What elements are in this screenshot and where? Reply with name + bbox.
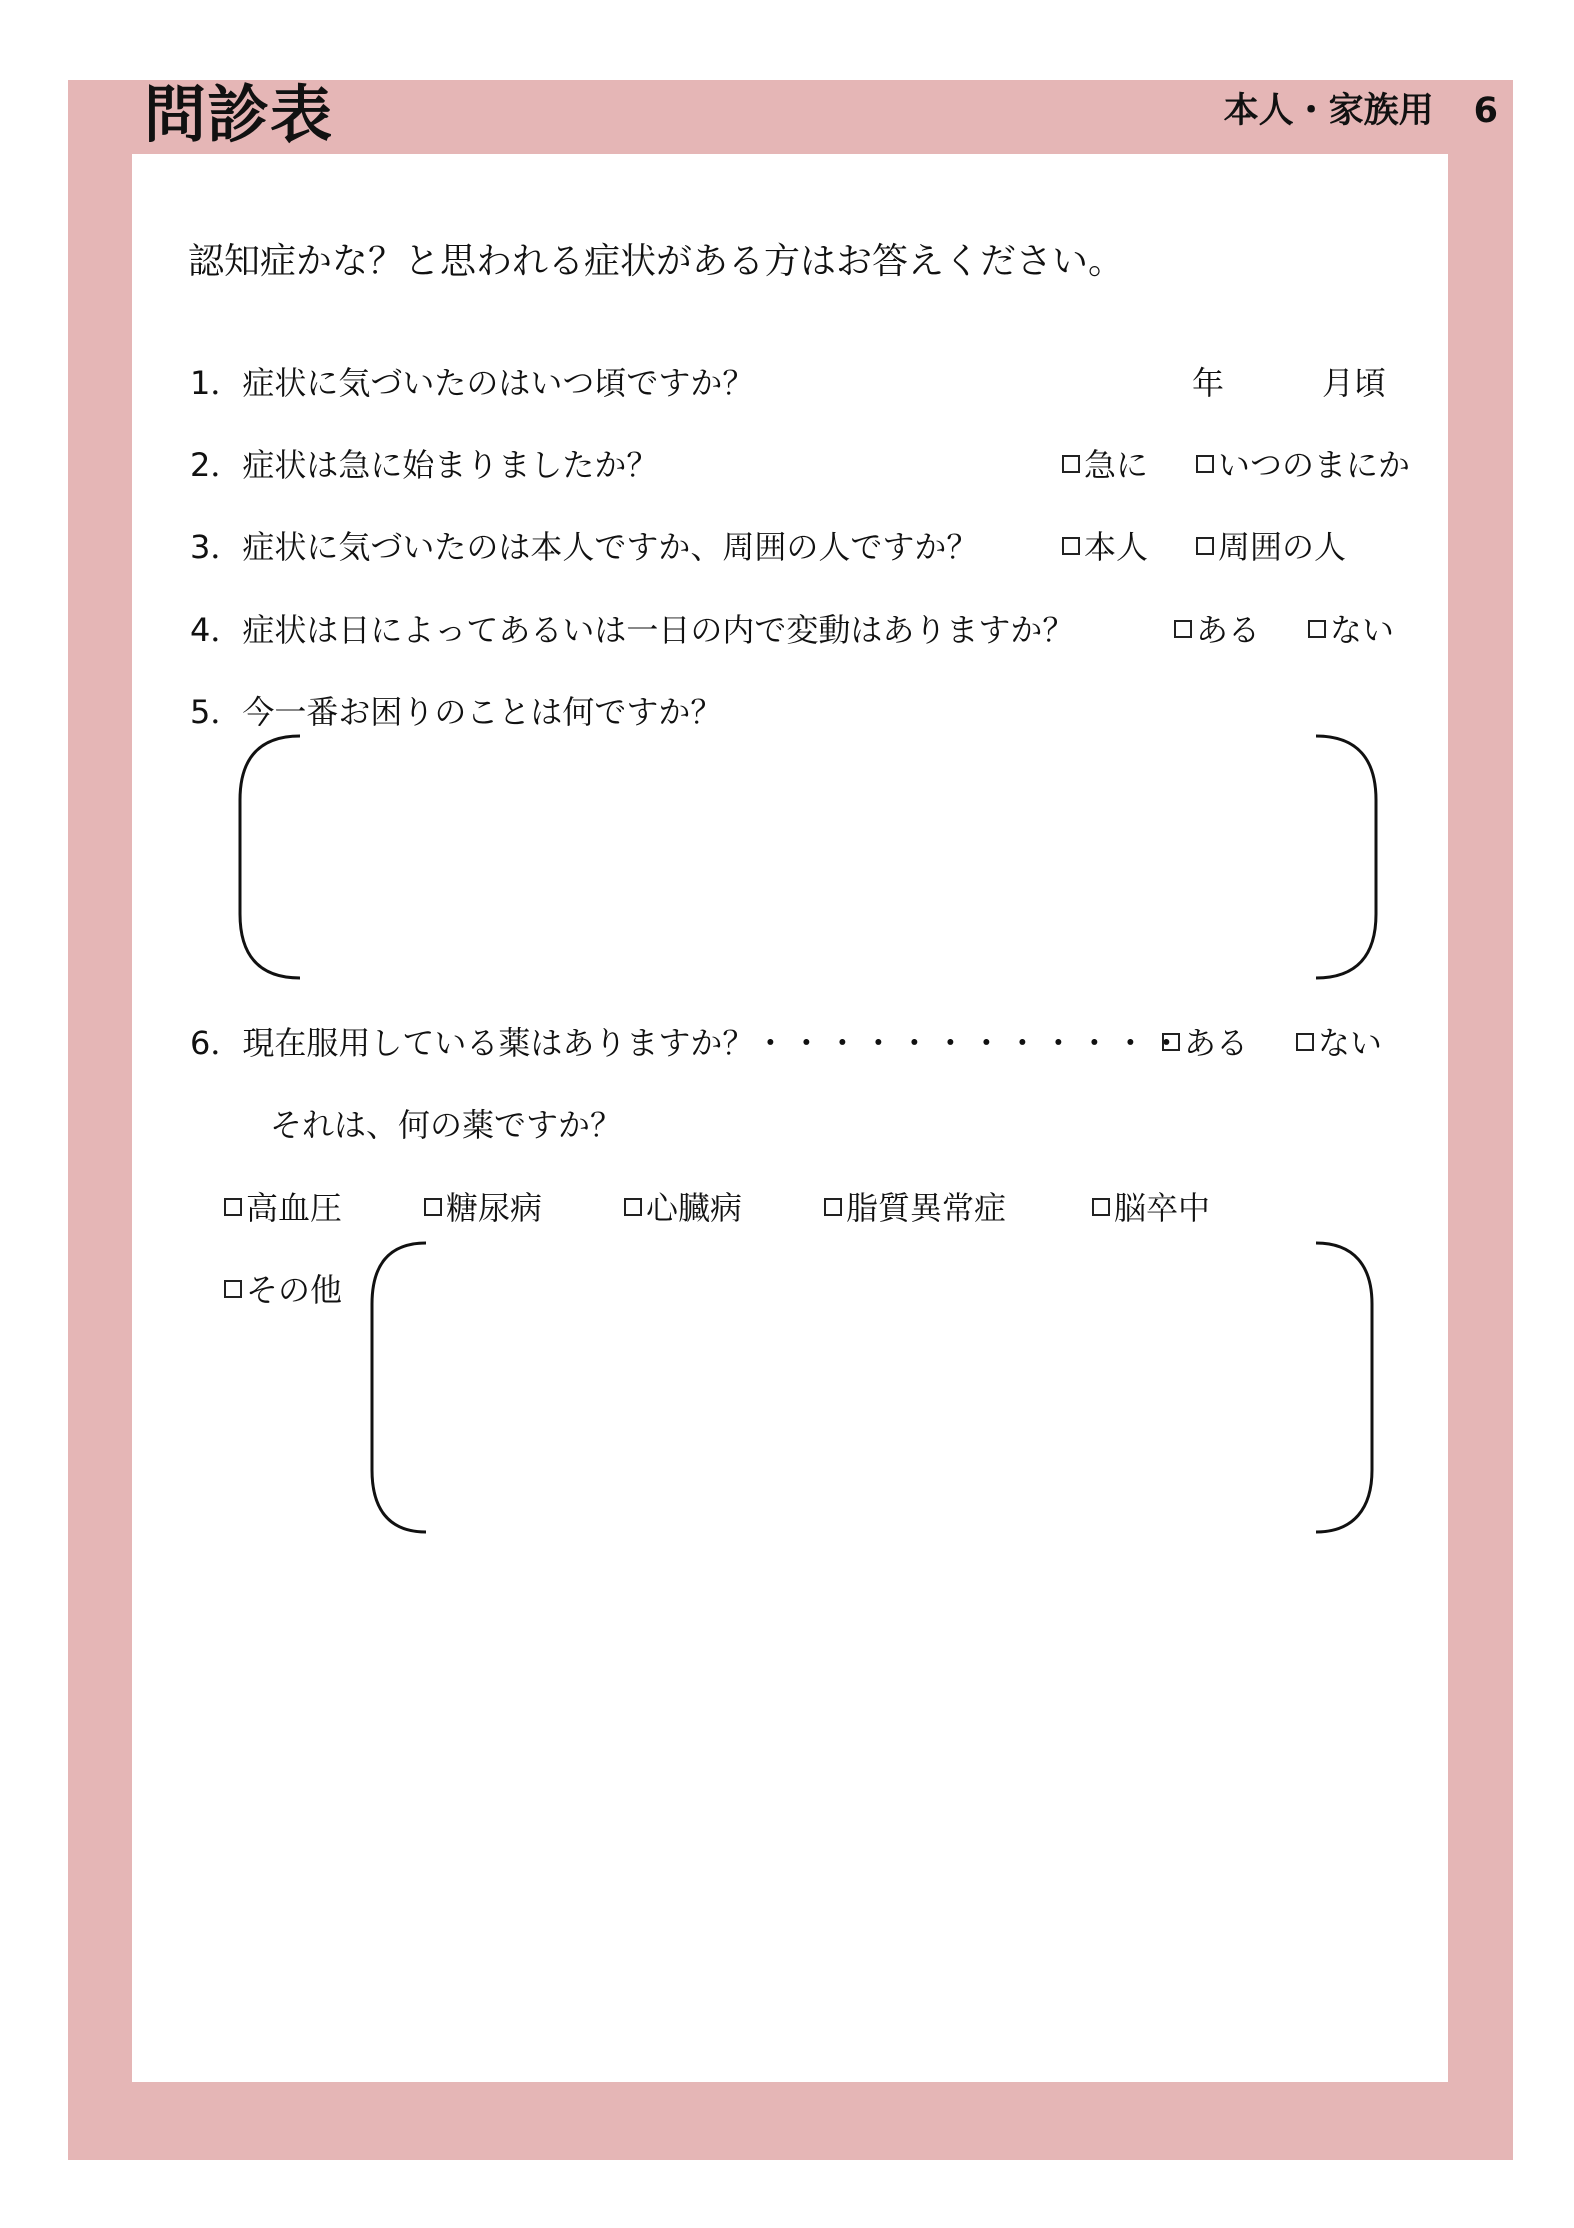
page-title: 問診表 (144, 78, 334, 151)
question-text: 症状は急に始まりましたか？ (242, 446, 659, 484)
medicine-heart-disease[interactable] (624, 1189, 743, 1227)
option-label: ない (1318, 1024, 1383, 1062)
checkbox[interactable] (224, 1280, 242, 1298)
checkbox[interactable] (824, 1198, 842, 1216)
medicine-dyslipidemia[interactable] (824, 1189, 1007, 1227)
question-number: 5． (190, 693, 243, 731)
page-number: 6 (1473, 91, 1498, 131)
q5-answer-area[interactable] (310, 745, 1305, 970)
intro-text: 認知症かな？と思われる症状がある方はお答えください。 (188, 241, 1125, 282)
option-label: いつのまにか (1218, 446, 1411, 484)
question-number: 2． (190, 446, 243, 484)
question-text: 現在服用している薬はありますか？ (242, 1024, 755, 1062)
option-medicine-no[interactable] (1296, 1024, 1383, 1062)
checkbox[interactable] (624, 1198, 642, 1216)
medicine-followup: それは、何の薬ですか？ (270, 1106, 623, 1144)
question-3 (190, 528, 979, 566)
question-number: 3． (190, 528, 243, 566)
option-sudden[interactable] (1062, 446, 1149, 484)
checkbox[interactable] (1296, 1033, 1314, 1051)
checkbox[interactable] (1174, 620, 1192, 638)
question-text: 症状に気づいたのはいつ頃ですか？ (242, 364, 755, 402)
option-fluctuation-yes[interactable] (1174, 611, 1261, 649)
leader-dots: ・・・・・・・・・・・・ (754, 1024, 1187, 1062)
checkbox[interactable] (224, 1198, 242, 1216)
question-number: 6． (190, 1024, 243, 1062)
question-1 (190, 364, 755, 402)
year-label: 年 (1192, 364, 1225, 402)
option-label: 脂質異常症 (846, 1189, 1007, 1227)
option-gradual[interactable] (1196, 446, 1411, 484)
question-number: 4． (190, 611, 243, 649)
question-5 (190, 693, 723, 731)
option-label: ある (1184, 1024, 1249, 1062)
checkbox[interactable] (1308, 620, 1326, 638)
audience-label: 本人・家族用 (1223, 91, 1434, 131)
medicine-stroke[interactable] (1092, 1189, 1211, 1227)
option-label: 脳卒中 (1114, 1189, 1211, 1227)
medicine-other[interactable] (224, 1271, 343, 1309)
question-text: 症状に気づいたのは本人ですか、周囲の人ですか？ (242, 528, 979, 566)
medicine-diabetes[interactable] (424, 1189, 543, 1227)
option-medicine-yes[interactable] (1162, 1024, 1249, 1062)
option-self[interactable] (1062, 528, 1149, 566)
question-text: 症状は日によってあるいは一日の内で変動はありますか？ (242, 611, 1075, 649)
option-label: ある (1196, 611, 1261, 649)
option-label: 急に (1084, 446, 1149, 484)
question-number: 1． (190, 364, 243, 402)
option-label: 周囲の人 (1218, 528, 1347, 566)
month-label: 月頃 (1322, 364, 1387, 402)
question-6 (190, 1024, 1187, 1062)
question-4 (190, 611, 1075, 649)
checkbox[interactable] (1162, 1033, 1180, 1051)
checkbox[interactable] (1196, 537, 1214, 555)
other-medicine-answer-area[interactable] (445, 1252, 1305, 1522)
option-label: 高血圧 (246, 1189, 343, 1227)
option-label: 本人 (1084, 528, 1149, 566)
option-fluctuation-no[interactable] (1308, 611, 1395, 649)
option-others[interactable] (1196, 528, 1347, 566)
option-label: ない (1330, 611, 1395, 649)
option-label: その他 (246, 1271, 343, 1309)
checkbox[interactable] (1196, 455, 1214, 473)
medicine-hypertension[interactable] (224, 1189, 343, 1227)
option-label: 心臓病 (646, 1189, 743, 1227)
option-label: 糖尿病 (446, 1189, 543, 1227)
question-2 (190, 446, 659, 484)
checkbox[interactable] (1092, 1198, 1110, 1216)
question-text: 今一番お困りのことは何ですか？ (242, 693, 723, 731)
checkbox[interactable] (424, 1198, 442, 1216)
checkbox[interactable] (1062, 537, 1080, 555)
header-meta (1223, 91, 1498, 131)
checkbox[interactable] (1062, 455, 1080, 473)
